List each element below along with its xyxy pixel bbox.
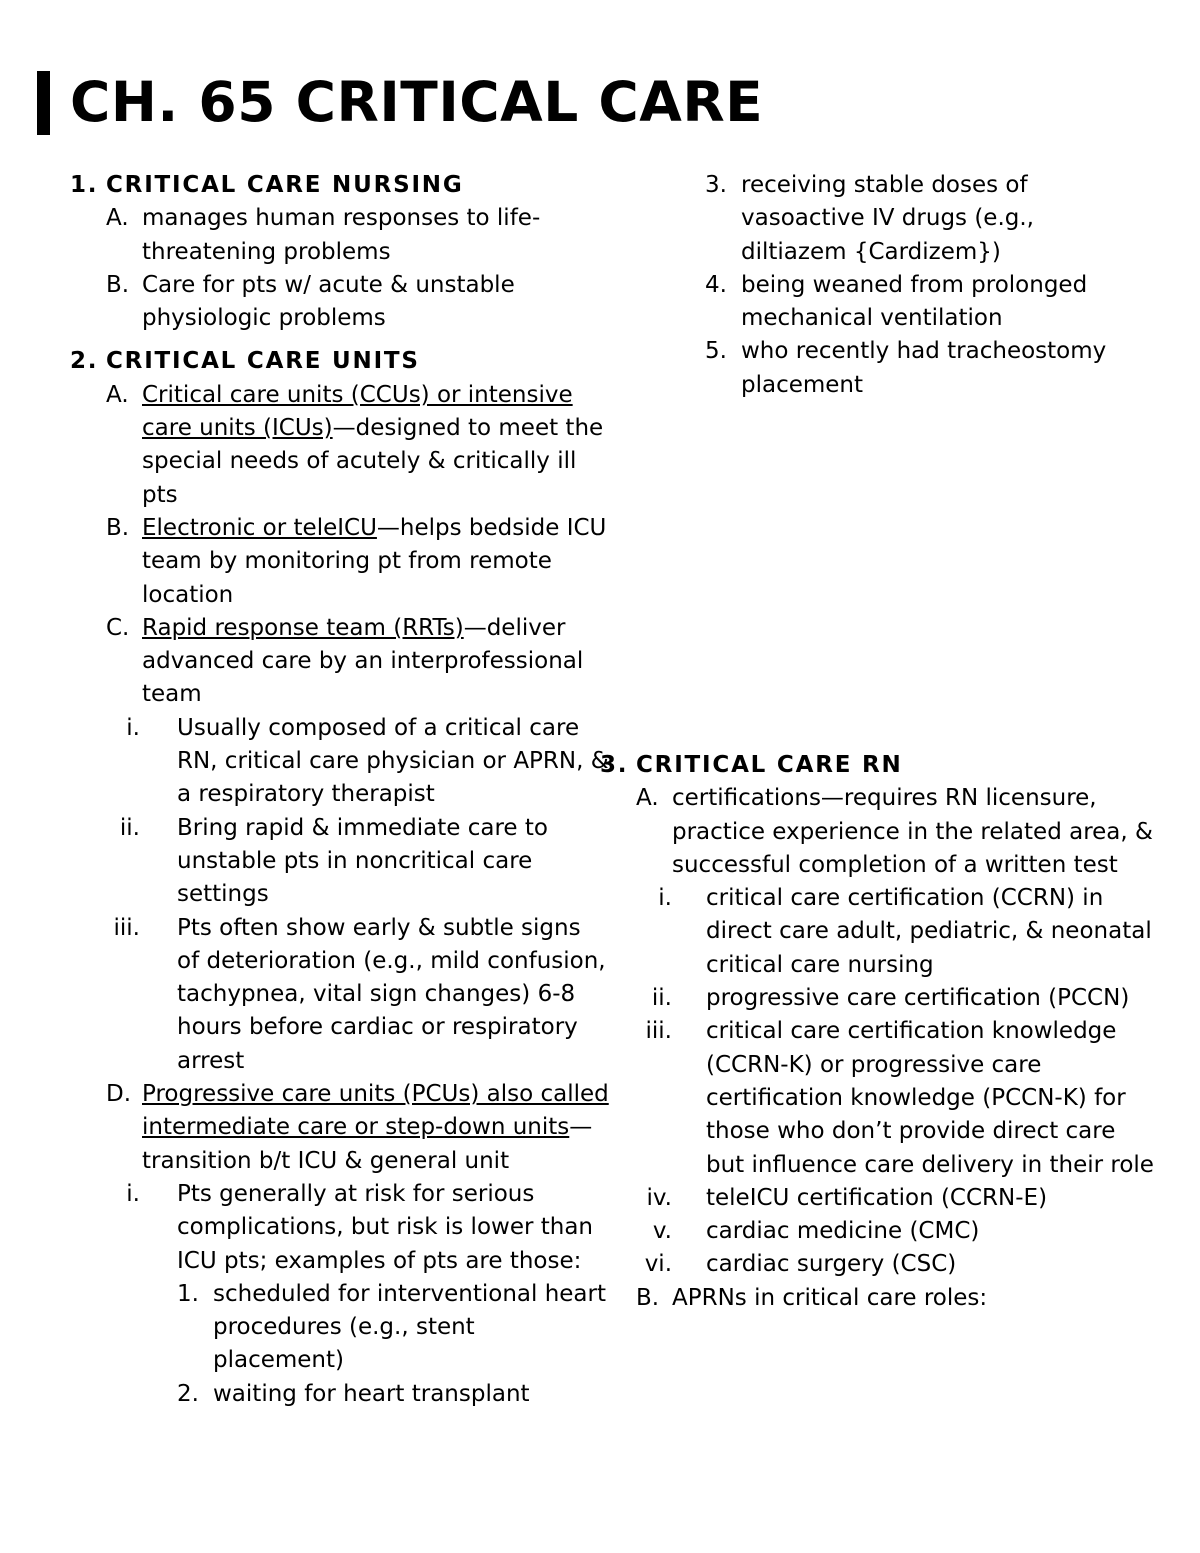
section-1-item-a	[70, 202, 610, 269]
item-label: vi.	[644, 1251, 672, 1278]
item-text: manages human responses to life-threatening problems	[142, 205, 541, 265]
item-label: 5.	[705, 338, 727, 365]
item-label: ii.	[651, 985, 672, 1012]
item-text: teleICU certification (CCRN-E)	[706, 1184, 1048, 1211]
section-2-d-i-number-1	[70, 1278, 610, 1378]
section-3-item-a	[600, 782, 1160, 882]
section-2-c-sub-iii	[70, 912, 610, 1078]
item-text: Care for pts w/ acute & unstable physiologic problems	[142, 271, 515, 332]
item-text: Pts generally at risk for serious complications, but risk is lower than ICU pts; examples of pts are those:	[177, 1180, 594, 1274]
item-text: Usually composed of a critical care RN, critical care physician or APRN, & a respiratory therapist	[177, 714, 609, 808]
section-2-c-sub-i	[70, 712, 610, 812]
section-2-d-sub-i	[70, 1178, 610, 1278]
section-2-item-a	[70, 379, 610, 512]
item-text: Pts often show early & subtle signs of deterioration (e.g., mild confusion, tachypnea, vital sign changes) 6-8 hours before cardiac or respiratory arrest	[177, 914, 606, 1074]
item-text: APRNs in critical care roles:	[672, 1284, 988, 1311]
section-2-d-i-number-2	[70, 1378, 610, 1411]
item-label: iii.	[645, 1018, 672, 1045]
section-2-item-c	[70, 612, 610, 712]
item-label: iv.	[646, 1184, 672, 1211]
left-column	[70, 169, 610, 1411]
item-text: who recently had tracheostomy placement	[741, 338, 1107, 398]
title-bar-decoration	[37, 71, 50, 135]
section-2-d-i-number-5	[705, 335, 1145, 402]
section-3-a-sub-iv	[600, 1182, 1160, 1215]
item-label: B.	[636, 1284, 660, 1311]
item-text: cardiac surgery (CSC)	[706, 1251, 957, 1278]
item-label: 4.	[705, 271, 727, 298]
item-label: i.	[658, 885, 672, 912]
section-2-title: CRITICAL CARE UNITS	[106, 348, 420, 375]
section-1-heading	[70, 169, 610, 202]
item-text: cardiac medicine (CMC)	[706, 1218, 980, 1245]
right-column-bottom	[600, 749, 1160, 1315]
item-text: —helps bedside ICU team by monitoring pt from remote location	[142, 514, 607, 608]
section-3-a-sub-ii	[600, 982, 1160, 1015]
item-label: D.	[106, 1081, 132, 1108]
item-term: Electronic or teleICU	[142, 514, 377, 541]
section-3-title: CRITICAL CARE RN	[636, 752, 903, 778]
item-text: —designed to meet the special needs of acutely & critically ill pts	[142, 415, 604, 508]
section-2-c-sub-ii	[70, 812, 610, 912]
item-label: 2.	[177, 1380, 199, 1407]
section-3-heading	[600, 749, 1160, 782]
item-label: B.	[106, 514, 130, 541]
section-3-a-sub-vi	[600, 1248, 1160, 1281]
item-label: A.	[636, 785, 659, 812]
item-text: critical care certification knowledge (CCRN-K) or progressive care certification knowledge (PCCN-K) for those who don’t provide direct care but influence care delivery in their role	[706, 1018, 1154, 1178]
section-2-heading	[70, 345, 610, 378]
section-3-item-b	[600, 1282, 1160, 1315]
section-2-number: 2.	[70, 348, 99, 375]
section-2-item-b	[70, 512, 610, 612]
section-3-a-sub-i	[600, 882, 1160, 982]
section-1-number: 1.	[70, 172, 99, 198]
item-term: Progressive care units (PCUs) also called intermediate care or step-down units	[142, 1081, 609, 1141]
item-label: ii.	[119, 814, 140, 841]
section-2-d-i-number-3	[705, 169, 1145, 269]
item-label: A.	[106, 205, 129, 232]
item-label: iii.	[113, 914, 140, 941]
item-text: scheduled for interventional heart procedures (e.g., stent placement)	[213, 1280, 606, 1374]
item-term: Rapid response team (RRTs)	[142, 614, 464, 641]
item-text: critical care certification (CCRN) in direct care adult, pediatric, & neonatal critical care nursing	[706, 885, 1152, 978]
item-text: certifications—requires RN licensure, practice experience in the related area, & successful completion of a written test	[672, 785, 1153, 878]
item-text: being weaned from prolonged mechanical ventilation	[741, 271, 1088, 332]
item-text: Bring rapid & immediate care to unstable pts in noncritical care settings	[177, 814, 548, 908]
item-label: i.	[126, 1180, 140, 1207]
item-label: A.	[106, 381, 129, 408]
item-text: —transition b/t ICU & general unit	[142, 1114, 593, 1174]
page-title: CH. 65 CRITICAL CARE	[70, 70, 764, 134]
section-2-item-d	[70, 1078, 610, 1178]
section-3-number: 3.	[600, 752, 629, 778]
item-text: receiving stable doses of vasoactive IV drugs (e.g., diltiazem {Cardizem})	[741, 172, 1034, 265]
section-1-title: CRITICAL CARE NURSING	[106, 172, 464, 198]
item-label: v.	[652, 1218, 672, 1245]
item-label: B.	[106, 271, 130, 298]
item-label: 1.	[177, 1280, 199, 1307]
item-label: i.	[126, 714, 140, 741]
section-2-d-i-number-4	[705, 269, 1145, 336]
section-1-item-b	[70, 269, 610, 336]
item-text: progressive care certification (PCCN)	[706, 985, 1130, 1012]
right-column-top	[705, 169, 1145, 402]
section-3-a-sub-v	[600, 1215, 1160, 1248]
section-3-a-sub-iii	[600, 1015, 1160, 1181]
item-text: —deliver advanced care by an interprofessional team	[142, 614, 584, 708]
item-label: 3.	[705, 172, 727, 198]
item-term: Critical care units (CCUs) or intensive care units (ICUs)	[142, 381, 573, 442]
item-label: C.	[106, 614, 130, 641]
item-text: waiting for heart transplant	[213, 1380, 530, 1407]
